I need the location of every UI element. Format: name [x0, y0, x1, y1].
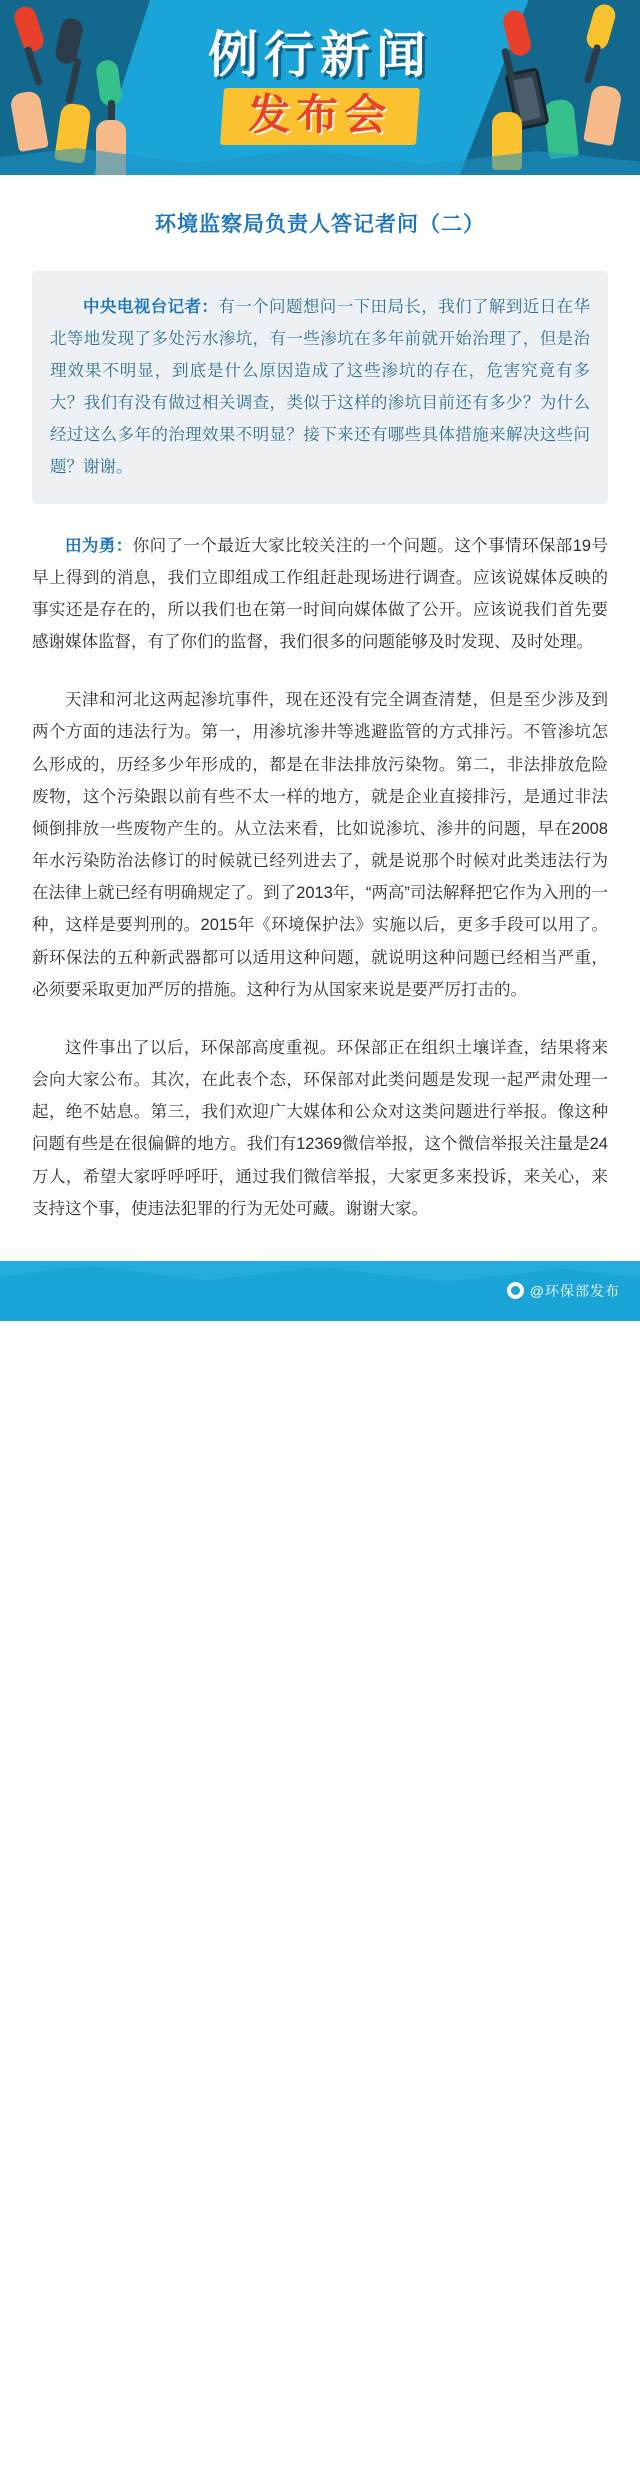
banner-title-highlight-box — [220, 88, 420, 145]
weibo-account-badge[interactable] — [507, 1281, 620, 1301]
article-body — [0, 175, 640, 1261]
reporter-question-text: 有一个问题想问一下田局长，我们了解到近日在华北等地发现了多处污水渗坑，有一些渗坑在多年前就开始治理了，但是治理效果不明显，到底是什么原因造成了这些渗坑的存在，危害究竟有多大？我们有没有做过相关调查，类似于这样的渗坑目前还有多少？为什么经过这么多年的治理效果不明显？接下来还有哪些具体措施来解决这些问题？谢谢。 — [50, 297, 591, 477]
footer-bar — [0, 1261, 640, 1321]
reporter-speaker-label: 中央电视台记者： — [83, 297, 219, 316]
banner-title-line1: 例行新闻 — [208, 27, 432, 83]
weibo-account-label: @环保部发布 — [529, 1282, 620, 1299]
weibo-icon — [507, 1282, 524, 1299]
banner-title-group — [0, 0, 640, 175]
answer-speaker-label: 田为勇： — [65, 536, 133, 555]
reporter-question-paragraph — [50, 291, 590, 484]
answer-paragraph — [32, 1032, 608, 1225]
reporter-question-block — [32, 271, 608, 504]
banner-title-line2: 发布会 — [248, 91, 393, 138]
page-title: 环境监察局负责人答记者问（二） — [155, 213, 485, 236]
header-banner — [0, 0, 640, 175]
answer-paragraph-text: 你问了一个最近大家比较关注的一个问题。这个事情环保部19号早上得到的消息，我们立即组成工作组赶赴现场进行调查。应该说媒体反映的事实还是存在的，所以我们也在第一时间向媒体做了公开。应该说我们首先要感谢媒体监督，有了你们的监督，我们很多的问题能够及时发现、及时处理。 — [32, 536, 609, 652]
answer-paragraph — [32, 530, 608, 659]
answer-paragraph-text: 天津和河北这两起渗坑事件，现在还没有完全调查清楚，但是至少涉及到两个方面的违法行为。第一，用渗坑渗井等逃避监管的方式排污。不管渗坑怎么形成的，历经多少年形成的，都是在非法排放污染物。第二，非法排放危险废物，这个污染跟以前有些不太一样的地方，就是企业直接排污，是通过非法倾倒排放一些废物产生的。从立法来看，比如说渗坑、渗井的问题，早在2008年水污染防治法修订的时候就已经列进去了，就是说那个时候对此类违法行为在法律上就已经有明确规定了。到了2013年，“两高”司法解释把它作为入刑的一种，这样是要判刑的。2015年《环境保护法》实施以后，更多手段可以用了。新环保法的五种新武器都可以适用这种问题，就说明这种问题已经相当严重，必须要采取更加严厉的措施。这种行为从国家来说是要严厉打击的。 — [32, 691, 608, 999]
answer-paragraph-text: 这件事出了以后，环保部高度重视。环保部正在组织土壤详查，结果将来会向大家公布。其次，在此表个态，环保部对此类问题是发现一起严肃处理一起，绝不姑息。第三，我们欢迎广大媒体和公众对这类问题进行举报。像这种问题有些是在很偏僻的地方。我们有12369微信举报，这个微信举报关注量是24万人，希望大家呼呼呼吁，通过我们微信举报，大家更多来投诉，来关心，来支持这个事，使违法犯罪的行为无处可藏。谢谢大家。 — [32, 1038, 608, 1218]
answer-paragraph — [32, 684, 608, 1006]
